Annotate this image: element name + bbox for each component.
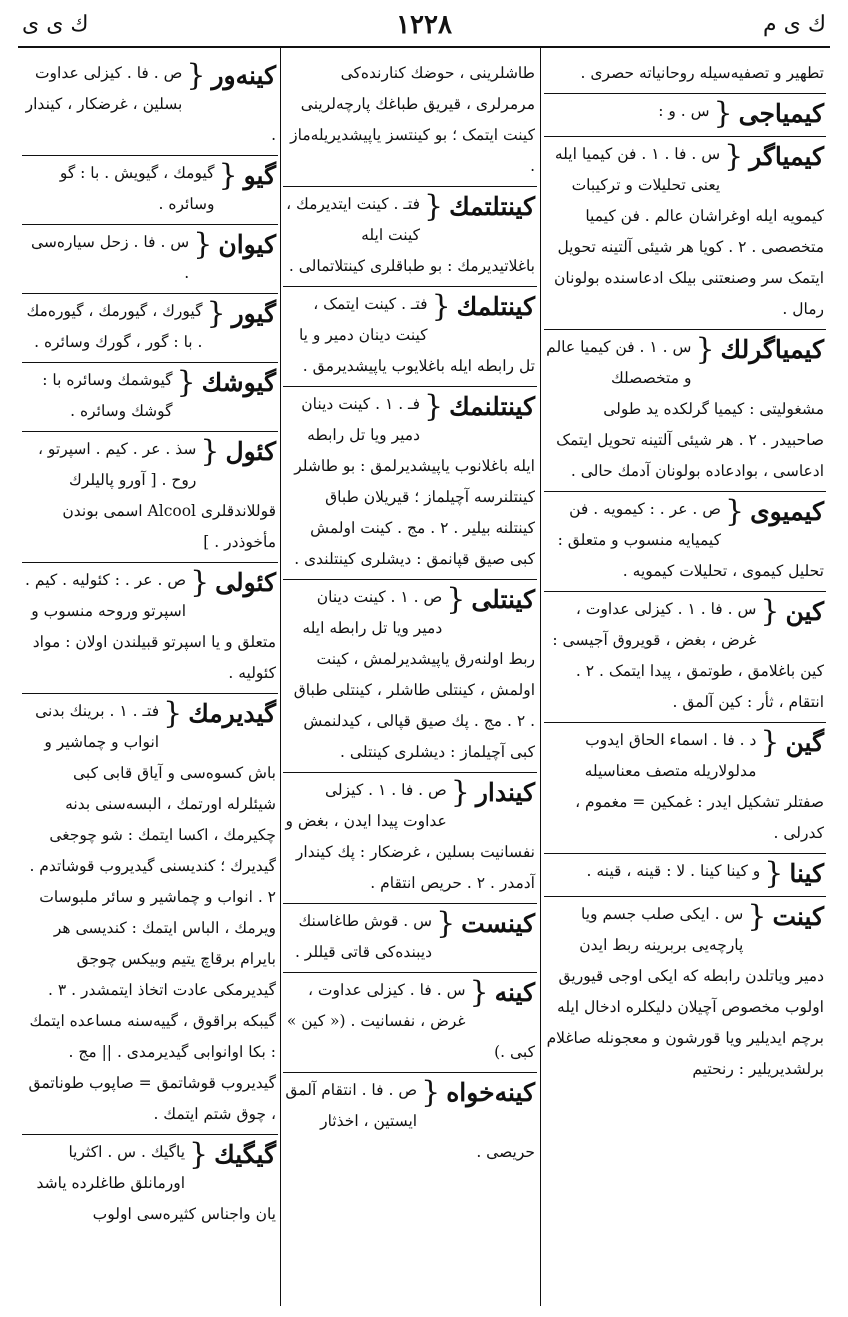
dictionary-entry — [544, 330, 826, 492]
entry-headword: گیدیرمك — [188, 699, 276, 728]
entry-headword: گین — [785, 728, 824, 757]
entry-headword: کیمیاجی — [738, 99, 824, 128]
dictionary-entry — [22, 694, 278, 1135]
entry-definition: طاشلرینی ، حوضك کنارنده‌کی مرمرلری ، قیریق طباغك پارچه‌لرینی کینت ایتمک ؛ بو کینتسز یاپیشدیریله‌ماز . — [290, 64, 535, 175]
entry-definition: گیوشمك وسائره با : گوشك وسائره . — [42, 371, 173, 420]
dictionary-entry — [283, 1073, 537, 1172]
entry-brace: { — [764, 856, 784, 891]
entry-headword: کیمیوی — [750, 497, 824, 526]
entry-headword: کیمیاگرلك — [720, 335, 824, 364]
entry-definition: سذ . عر . کیم . اسپرتو ، روح . [ آورو پالیلرك قوللاندقلری Alcool اسمی بوندن مأخوذدر . ] — [37, 440, 276, 551]
entry-brace: { — [713, 96, 733, 131]
dictionary-entry — [22, 225, 278, 294]
entry-headword: کینت — [772, 902, 824, 931]
entry-definition: ص . فا . کیزلی عداوت بسلین ، غرضکار ، کیندار . — [25, 64, 276, 144]
entry-brace: { — [760, 725, 780, 760]
entry-brace: { — [218, 158, 238, 193]
entry-brace: { — [695, 332, 715, 367]
entry-headword: کینتلتمك — [449, 192, 535, 221]
entry-headword: کین — [785, 597, 824, 626]
dictionary-entry — [22, 363, 278, 432]
dictionary-entry — [22, 563, 278, 694]
dictionary-entry — [544, 56, 826, 94]
dictionary-entry — [22, 156, 278, 225]
entry-brace: { — [176, 365, 196, 400]
dictionary-entry — [283, 904, 537, 973]
dictionary-entry — [283, 773, 537, 904]
dictionary-entry — [544, 854, 826, 897]
entry-headword: کئول — [225, 437, 276, 466]
column-divider-right — [540, 48, 541, 1306]
dictionary-entry — [283, 580, 537, 773]
entry-headword: کینا — [789, 859, 824, 888]
dictionary-entry — [283, 187, 537, 287]
dictionary-entry — [283, 56, 537, 187]
entry-brace: { — [424, 189, 444, 224]
dictionary-entry — [22, 294, 278, 363]
entry-definition: ص . عر . : کیمویه . فن کیمیایه منسوب و متعلق : تحلیل کیموی ، تحلیلات کیمویه . — [557, 500, 824, 580]
entry-brace: { — [421, 1075, 441, 1110]
entry-brace: { — [450, 775, 470, 810]
entry-brace: { — [436, 906, 456, 941]
entry-definition: گیورك ، گیورمك ، گیوره‌مك . با : گور ، گورك وسائره . — [26, 302, 203, 351]
entry-definition: س . فا . ١ . فن کیمیا ایله یعنی تحلیلات و ترکیبات کیمویه ایله اوغراشان عالم . فن کیمیا متخصصی . ٢ . کویا هر شیئی آلتینه تحویل ایتمک سر وصنعتنی بیلک ادعاسنده بولونان رمال . — [554, 145, 824, 318]
entry-headword: کینتلنمك — [449, 392, 535, 421]
header-rule — [18, 46, 830, 48]
entry-definition: و کینا کینا . لا : قینه ، قینه . — [586, 862, 761, 880]
entry-headword: گیوشك — [201, 368, 276, 397]
header-letters-right: ك ی م — [763, 12, 826, 37]
entry-brace: { — [206, 296, 226, 331]
entry-definition: د . فا . اسماء الحاق ایدوب مدلولاریله متصف معناسیله صفتلر تشکیل ایدر : غمکین = مغموم ، کدرلی . — [575, 731, 824, 842]
entry-headword: کینتلمك — [456, 292, 535, 321]
entry-definition: س . فا . کیزلی عداوت ، غرض ، نفسانیت . (« کین » کبی .) — [286, 981, 535, 1061]
entry-brace: { — [200, 434, 220, 469]
entry-headword: کیمیاگر — [749, 142, 824, 171]
entry-definition: فـ . ١ . کینت دینان دمیر ویا تل رابطه ایله باغلانوب یاپیشدیرلمق : بو طاشلر کینتلنرسه آچیلماز ؛ قیریلان طباق کینتلنه بیلیر . ٢ . مج . کینت اولمش کبی صیق قپانمق : دیشلری کینتلندی . — [294, 395, 535, 568]
entry-brace: { — [724, 494, 745, 529]
column-middle — [283, 56, 537, 1304]
dictionary-entry — [544, 137, 826, 330]
dictionary-entry — [22, 432, 278, 563]
entry-brace: { — [163, 696, 183, 731]
header-letters-left: ك ی ی — [22, 12, 89, 37]
entry-headword: گیگیك — [214, 1140, 276, 1169]
entry-headword: کینه‌ور — [211, 61, 276, 90]
entry-brace: { — [760, 594, 780, 629]
dictionary-entry — [544, 723, 826, 854]
entry-headword: گیور — [231, 299, 276, 328]
entry-brace: { — [431, 289, 451, 324]
dictionary-entry — [283, 387, 537, 580]
entry-definition: س . و : — [658, 102, 710, 120]
entry-definition: فتـ . ١ . برینك بدنی انواب و چماشیر و باش کسوه‌سی و آیاق قابی کبی شیئلرله اورتمك ، البسه‌سنی بدنه چکیرمك ، اکسا ایتمك : شو چوجغی گیدیرك ؛ کندیسنی گیدیروب قوشاتدم . ٢ . انواب و چماشیر و سائر ملبوسات ویرمك ، الباس ایتمك : کندیسی هر بایرام برقاچ یتیم وبیکس چوجق گیدیرمکی عادت اتخاذ ایتمشدر . ٣ . گیبکه براقوق ، گییه‌سنه مساعده ایتمك : بکا اوانوابی گیدیرمدی . || مج . گیدیروب قوشاتمق = صاپوب طوناتمق ، چوق شتم ایتمك . — [28, 702, 276, 1123]
entry-definition: تطهیر و تصفیه‌سیله روحانیاته حصری . — [580, 64, 824, 82]
dictionary-entry — [544, 94, 826, 137]
dictionary-entry — [22, 56, 278, 156]
entry-definition: س . قوش طاغاسنك دیبنده‌کی قاتی قیللر . — [294, 912, 433, 961]
entry-headword: کینه‌خواه — [446, 1078, 535, 1107]
page-number: ١٢٢٨ — [396, 10, 452, 40]
entry-definition: س . فا . ١ . کیزلی عداوت ، غرض ، بغض ، قویروق آجیسی : کین باغلامق ، طوتمق ، پیدا ایتمک . ٢ . انتقام ، ثأر : کین آلمق . — [552, 600, 824, 711]
entry-brace: { — [724, 139, 744, 174]
entry-definition: فتـ . کینت ایتدیرمك ، کینت ایله باغلاتیدیرمك : بو طباقلری کینتلاتمالی . — [286, 195, 535, 275]
column-right — [544, 56, 826, 1304]
dictionary-entry — [544, 592, 826, 723]
page-header — [18, 8, 830, 42]
dictionary-entry — [283, 973, 537, 1073]
entry-brace: { — [424, 389, 444, 424]
entry-definition: ص . فا . ١ . کیزلی عداوت پیدا ایدن ، بغض و نفسانیت بسلین ، غرضکار : پك کیندار آدمدر . ٢ . حریص انتقام . — [285, 781, 535, 892]
dictionary-entry — [544, 897, 826, 1089]
dictionary-entry — [544, 492, 826, 592]
entry-brace: { — [186, 58, 206, 93]
entry-headword: کیندار — [475, 778, 535, 807]
column-divider-left — [280, 48, 281, 1306]
entry-brace: { — [446, 582, 466, 617]
dictionary-entry — [22, 1135, 278, 1234]
entry-definition: گیومك ، گیویش . با : گو وسائره . — [59, 164, 215, 213]
entry-brace: { — [190, 565, 210, 600]
column-left — [22, 56, 278, 1304]
dictionary-entry — [283, 287, 537, 387]
entry-definition: ص . فا . انتقام آلمق ایستین ، اخذثار حریصی . — [285, 1081, 535, 1161]
entry-brace: { — [193, 227, 213, 262]
entry-definition: س . ایکی صلب جسم ویا پارچه‌یی بربرینه ربط ایدن دمیر ویاتلدن رابطه که ایکی اوجی قیوریق اولوب مخصوص آچیلان دلیکلره ادخال ایله برچم ایدیلیر ویا قورشون و معجونله صاغلام برلشدیریلیر : رنحتیم — [546, 905, 824, 1078]
entry-headword: کینه — [494, 978, 535, 1007]
entry-definition: س . ١ . فن کیمیا عالم و متخصصلك مشغولیتی : کیمیا گرلکده ید طولی صاحبیدر . ٢ . هر شیئی آلتینه تحویل ایتمک ادعاسی ، بوادعاده بولونان آدمك حالی . — [546, 338, 824, 480]
entry-headword: کینست — [461, 909, 535, 938]
entry-headword: کئولی — [215, 568, 276, 597]
entry-definition: ص . عر . : کئولیه . کیم . اسپرتو وروحه منسوب و متعلق و یا اسپرتو قبیلندن اولان : مواد کئولیه . — [25, 571, 276, 682]
entry-brace: { — [189, 1137, 209, 1172]
entry-headword: کینتلی — [471, 585, 535, 614]
entry-brace: { — [747, 899, 767, 934]
entry-headword: کیوان — [218, 230, 276, 259]
entry-definition: یاگیك . س . اکثریا اورمانلق طاغلرده یاشد یان واجناس کثیره‌سی اولوب — [36, 1143, 276, 1223]
entry-brace: { — [469, 975, 489, 1010]
entry-definition: فتـ . کینت ایتمک ، کینت دینان دمیر و یا تل رابطه ایله باغلایوب یاپیشدیرمق . — [298, 295, 535, 375]
entry-definition: س . فا . زحل سیاره‌سی . — [30, 233, 190, 282]
entry-headword: گیو — [243, 161, 276, 190]
entry-definition: ص . ١ . کینت دینان دمیر ویا تل رابطه ایله ربط اولنه‌رق یاپیشدیرلمش ، کینت اولمش ، کینتلی طاشلر ، کینتلی طباق . ٢ . مج . پك صیق قپالی ، کیدلنمش کبی آچیلماز : دیشلری کینتلی . — [293, 588, 535, 761]
